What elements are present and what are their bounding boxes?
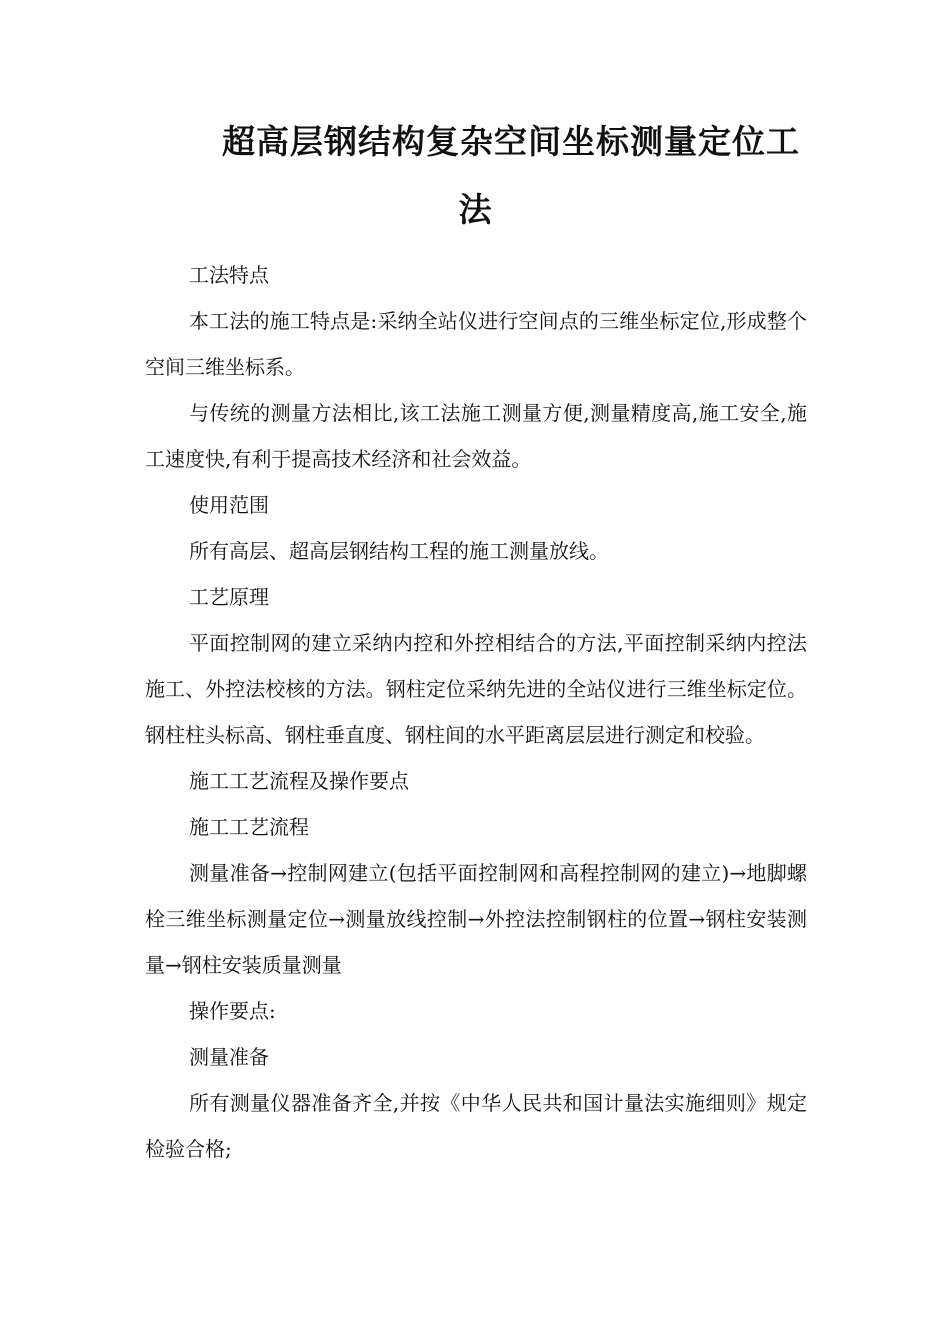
heading-process: 施工工艺流程 <box>189 815 309 839</box>
document-title-line-1: 超高层钢结构复杂空间坐标测量定位工 <box>222 122 800 161</box>
paragraph-features-1: 本工法的施工特点是:采纳全站仪进行空间点的三维坐标定位,形成整个空间三维坐标系。 <box>145 309 807 379</box>
heading-key-points: 操作要点: <box>189 999 276 1023</box>
paragraph-scope: 所有高层、超高层钢结构工程的施工测量放线。 <box>189 539 609 563</box>
document-title-line-2: 法 <box>458 190 492 229</box>
paragraph-process-flow: 测量准备→控制网建立(包括平面控制网和高程控制网的建立)→地脚螺栓三维坐标测量定位→测量放线控制→外控法控制钢柱的位置→钢柱安装测量→钢柱安装质量测量 <box>145 861 807 977</box>
document-body <box>145 252 807 1172</box>
paragraph-features-2: 与传统的测量方法相比,该工法施工测量方便,测量精度高,施工安全,施工速度快,有利于提高技术经济和社会效益。 <box>145 401 807 471</box>
heading-process-and-key-points: 施工工艺流程及操作要点 <box>189 769 409 793</box>
paragraph-preparation: 所有测量仪器准备齐全,并按《中华人民共和国计量法实施细则》规定检验合格; <box>145 1091 807 1161</box>
paragraph-principle: 平面控制网的建立采纳内控和外控相结合的方法,平面控制采纳内控法施工、外控法校核的方法。钢柱定位采纳先进的全站仪进行三维坐标定位。钢柱柱头标高、钢柱垂直度、钢柱间的水平距离层层进行测定和校验。 <box>145 631 807 747</box>
heading-preparation: 测量准备 <box>189 1045 269 1069</box>
heading-scope: 使用范围 <box>189 493 269 517</box>
heading-features: 工法特点 <box>189 263 269 287</box>
heading-principle: 工艺原理 <box>189 585 269 609</box>
